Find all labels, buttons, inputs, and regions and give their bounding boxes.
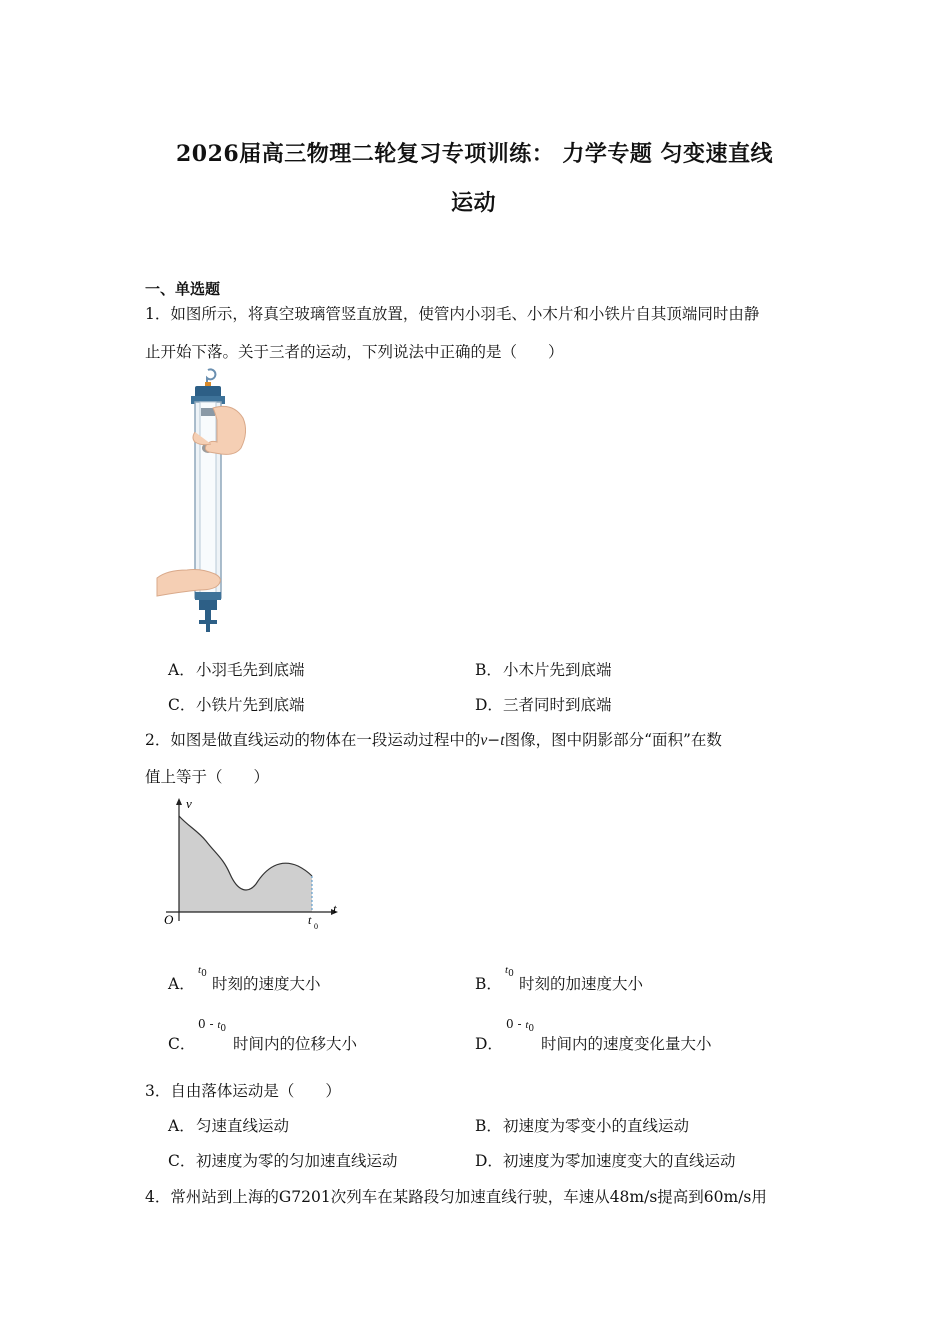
q3-option-d[interactable]: D．初速度为零加速度变大的直线运动	[475, 1152, 736, 1170]
q4-stem-line1: 4．常州站到上海的G7201次列车在某路段匀加速直线行驶，车速从48m/s提高到60m/s用	[145, 1188, 767, 1206]
q1-stem-line2: 止开始下落。关于三者的运动，下列说法中正确的是（ ）	[145, 343, 564, 361]
q1-option-c[interactable]: C．小铁片先到底端	[168, 696, 305, 714]
q3-option-b[interactable]: B．初速度为零变小的直线运动	[475, 1117, 690, 1135]
graph-x-label: t	[333, 901, 337, 916]
q3-option-c[interactable]: C．初速度为零的匀加速直线运动	[168, 1152, 398, 1170]
q3-option-a[interactable]: A．匀速直线运动	[168, 1117, 290, 1135]
q1-option-d[interactable]: D．三者同时到底端	[475, 696, 612, 714]
graph-y-label: v	[186, 796, 192, 811]
q2-stem-line1: 2．如图是做直线运动的物体在一段运动过程中的v−t图像，图中阴影部分“面积”在数	[145, 731, 722, 749]
q1-option-a[interactable]: A．小羽毛先到底端	[168, 661, 305, 679]
q3-stem: 3．自由落体运动是（ ）	[145, 1082, 341, 1100]
q2-option-b[interactable]: B．	[475, 975, 502, 993]
q2-option-d-range: $0 - t_0$	[506, 1017, 535, 1034]
q2-option-d[interactable]: D．	[475, 1035, 503, 1053]
q2-option-d-text: 时间内的速度变化量大小	[541, 1035, 712, 1053]
v-t-graph	[158, 796, 348, 936]
q1-option-b[interactable]: B．小木片先到底端	[475, 661, 612, 679]
q1-stem-line1: 1．如图所示，将真空玻璃管竖直放置，使管内小羽毛、小木片和小铁片自其顶端同时由静	[145, 305, 760, 323]
page-title-line2: 运动	[451, 190, 497, 216]
q2-option-a-t0: $t_0$	[198, 964, 207, 979]
q2-option-a[interactable]: A．	[168, 975, 195, 993]
q2-option-b-text: 时刻的加速度大小	[519, 975, 644, 993]
q2-option-c-text: 时间内的位移大小	[233, 1035, 358, 1053]
q2-option-b-t0: $t_0$	[505, 964, 514, 979]
section-heading: 一、单选题	[145, 280, 221, 298]
graph-t0-label: t	[308, 913, 312, 927]
q2-option-a-text: 时刻的速度大小	[212, 975, 321, 993]
q2-option-c[interactable]: C．	[168, 1035, 196, 1053]
graph-t0-sub: 0	[314, 922, 318, 931]
q2-option-c-range: $0 - t_0$	[198, 1017, 227, 1034]
page-title-line1: 2026届高三物理二轮复习专项训练： 力学专题 匀变速直线	[176, 141, 774, 167]
graph-origin-label: O	[164, 912, 174, 927]
vacuum-tube-figure	[155, 368, 255, 634]
q2-stem-line2: 值上等于（ ）	[145, 768, 270, 786]
